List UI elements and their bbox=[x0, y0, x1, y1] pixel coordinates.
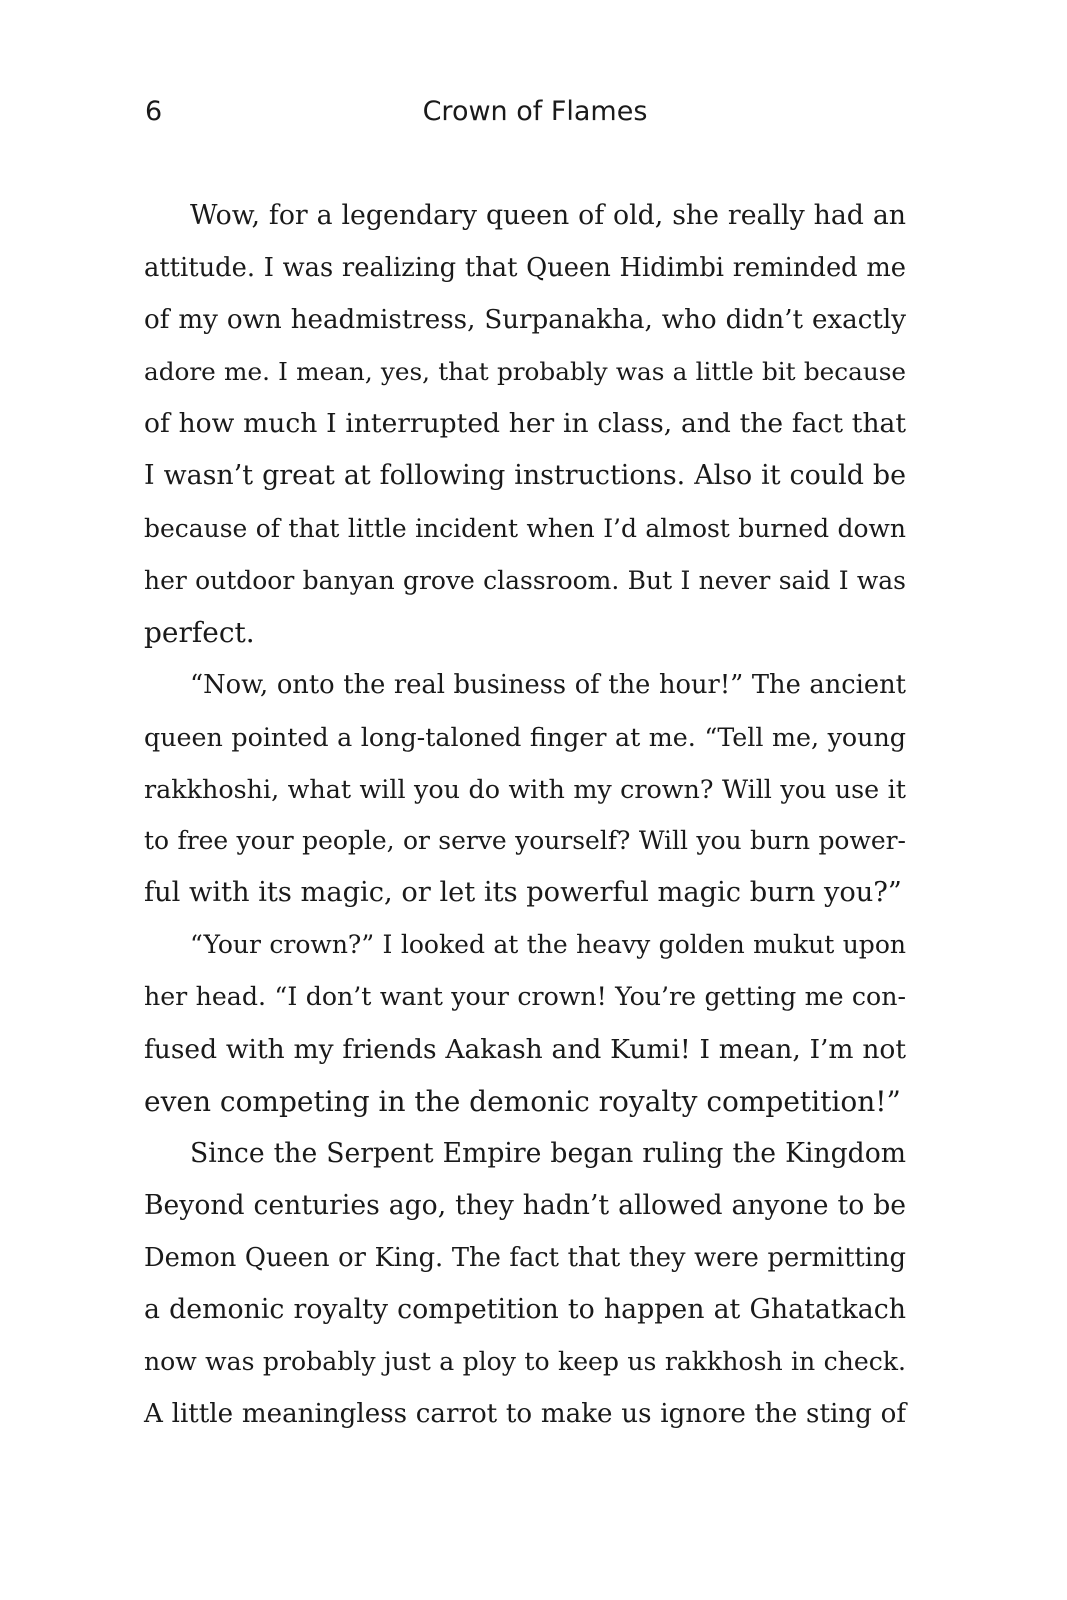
body-text bbox=[144, 190, 906, 1440]
text-line: A little meaningless carrot to make us ignore the sting of bbox=[144, 1399, 906, 1430]
text-line: Wow, for a legendary queen of old, she really had an bbox=[190, 200, 906, 231]
text-line: I wasn’t great at following instructions. Also it could be bbox=[144, 460, 906, 492]
text-line: fused with my friends Aakash and Kumi! I mean, I’m not bbox=[144, 1033, 906, 1065]
text-line: to free your people, or serve yourself? Will you burn power- bbox=[144, 826, 906, 856]
text-line: because of that little incident when I’d almost burned down bbox=[144, 513, 906, 543]
text-line: even competing in the demonic royalty competition!” bbox=[144, 1084, 901, 1118]
text-line: of my own headmistress, Surpanakha, who didn’t exactly bbox=[144, 305, 906, 336]
text-line: rakkhoshi, what will you do with my crown? Will you use it bbox=[144, 774, 906, 805]
text-line: her outdoor banyan grove classroom. But I never said I was bbox=[144, 565, 906, 595]
text-line: “Now, onto the real business of the hour!” The ancient bbox=[190, 669, 906, 700]
text-line: Beyond centuries ago, they hadn’t allowed anyone to be bbox=[144, 1189, 906, 1221]
text-line: her head. “I don’t want your crown! You’re getting me con- bbox=[144, 982, 906, 1012]
text-line: ful with its magic, or let its powerful magic burn you?” bbox=[144, 877, 902, 909]
text-line: of how much I interrupted her in class, and the fact that bbox=[144, 408, 906, 440]
book-title: Crown of Flames bbox=[422, 96, 648, 127]
text-line: “Your crown?” I looked at the heavy golden mukut upon bbox=[190, 930, 906, 960]
text-line: perfect. bbox=[144, 615, 255, 649]
text-line: attitude. I was realizing that Queen Hidimbi reminded me bbox=[144, 253, 906, 284]
text-line: Since the Serpent Empire began ruling the Kingdom bbox=[190, 1137, 906, 1169]
page-number: 6 bbox=[145, 96, 163, 127]
text-line: now was probably just a ploy to keep us rakkhosh in check. bbox=[144, 1347, 906, 1377]
text-line: adore me. I mean, yes, that probably was a little bit because bbox=[144, 357, 906, 387]
text-line: Demon Queen or King. The fact that they were permitting bbox=[144, 1242, 906, 1273]
text-line: queen pointed a long-taloned finger at me. “Tell me, young bbox=[144, 721, 906, 752]
text-line: a demonic royalty competition to happen at Ghatatkach bbox=[144, 1293, 906, 1325]
running-head bbox=[145, 92, 905, 132]
